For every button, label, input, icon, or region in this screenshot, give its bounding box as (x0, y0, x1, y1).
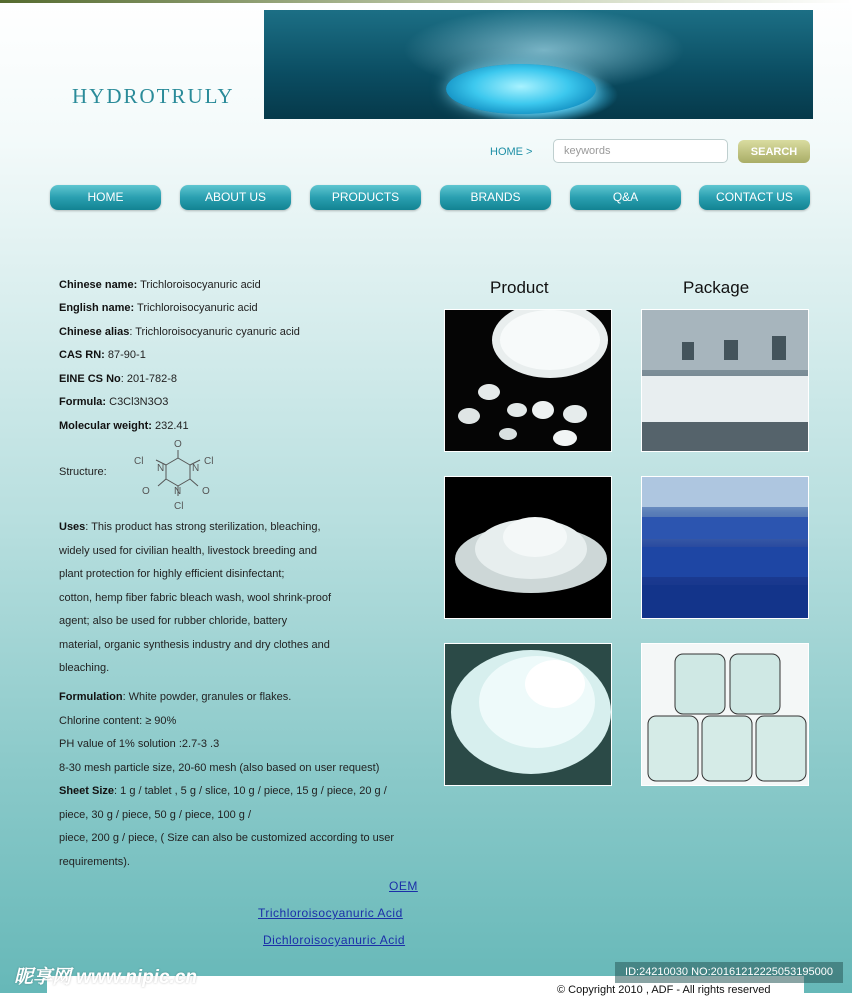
atom-cl-left: Cl (134, 456, 144, 467)
search-button[interactable]: SEARCH (738, 140, 810, 163)
atom-cl-bottom: Cl (174, 501, 184, 512)
product-column-title: Product (490, 278, 549, 297)
breadcrumb-home[interactable]: HOME > (490, 146, 533, 158)
product-photo-tablets[interactable] (444, 309, 612, 452)
spec-formula: Formula: C3Cl3N3O3 (59, 396, 169, 408)
nav-home[interactable]: HOME (50, 185, 161, 210)
package-photo-white-drums[interactable] (641, 643, 809, 786)
formulation-paragraph: Formulation: White powder, granules or flakes. Chlorine content: ≥ 90% PH value of 1% solution :2.7-3 .3 8-30 mesh particle size, 20-60 mesh (also based on user request) Sheet Size: 1 g / tablet , 5 g / slice, 10 g / piece, 15 g / piece, 20 g / piece, 30 g / piece, 50 g / piece, 100 g / piece, 200 g / piece, ( Size can also be customized according to user requirements). (59, 691, 395, 868)
spec-chinese-alias: Chinese alias: Trichloroisocyanuric cyanuric acid (59, 326, 300, 338)
uses-paragraph: Uses: This product has strong sterilization, bleaching, widely used for civilian health, livestock breeding and plant protection for highly efficient disinfectant; cotton, hemp fiber fabric bleach wash, wool shrink-proof agent; also be used for rubber chloride, battery material, organic synthesis industry and dry clothes and bleaching. (59, 521, 332, 674)
package-column-title: Package (683, 278, 750, 297)
nav-products[interactable]: PRODUCTS (310, 185, 421, 210)
powder-illustration (445, 644, 612, 786)
atom-o-top: O (174, 439, 182, 450)
spec-chinese-name: Chinese name: Trichloroisocyanuric acid (59, 279, 261, 291)
tablet-in-water-graphic (446, 64, 596, 114)
copyright-text: © Copyright 2010 , ADF - All rights reserved (557, 984, 771, 996)
product-photo-powder[interactable] (444, 643, 612, 786)
white-drums-illustration (642, 644, 809, 786)
spec-molecular-weight: Molecular weight: 232.41 (59, 420, 189, 432)
link-oem[interactable]: OEM (389, 879, 418, 893)
link-trichloroisocyanuric-acid[interactable]: Trichloroisocyanuric Acid (258, 906, 403, 920)
search-input[interactable] (553, 139, 728, 163)
nav-brands[interactable]: BRANDS (440, 185, 551, 210)
spec-cas-rn: CAS RN: 87-90-1 (59, 349, 146, 361)
header-banner-image (264, 10, 813, 119)
watermark-text: 昵享网 www.nipic.cn (14, 967, 197, 988)
spec-english-name: English name: Trichloroisocyanuric acid (59, 302, 258, 314)
tablets-illustration (445, 310, 612, 452)
image-id-tag: ID:24210030 NO:20161212225053195000 (615, 962, 843, 983)
atom-n-right: N (192, 463, 200, 474)
nav-qa[interactable]: Q&A (570, 185, 681, 210)
top-accent-bar (0, 0, 852, 3)
warehouse-illustration (642, 310, 809, 452)
package-photo-warehouse[interactable] (641, 309, 809, 452)
blue-drums-illustration (642, 477, 809, 619)
nav-about-us[interactable]: ABOUT US (180, 185, 291, 210)
atom-n-bottom: N (174, 486, 182, 497)
package-photo-blue-drums[interactable] (641, 476, 809, 619)
atom-cl-right: Cl (204, 456, 214, 467)
granules-illustration (445, 477, 612, 619)
structure-diagram (130, 436, 230, 514)
structure-label: Structure: (59, 466, 107, 478)
atom-o-left: O (142, 486, 150, 497)
link-dichloroisocyanuric-acid[interactable]: Dichloroisocyanuric Acid (263, 933, 406, 947)
nav-contact-us[interactable]: CONTACT US (699, 185, 810, 210)
atom-o-right: O (202, 486, 210, 497)
atom-n-left: N (157, 463, 165, 474)
product-photo-granules[interactable] (444, 476, 612, 619)
spec-einecs-no: EINE CS No: 201-782-8 (59, 373, 177, 385)
site-logo[interactable]: HYDROTRULY (72, 84, 235, 108)
